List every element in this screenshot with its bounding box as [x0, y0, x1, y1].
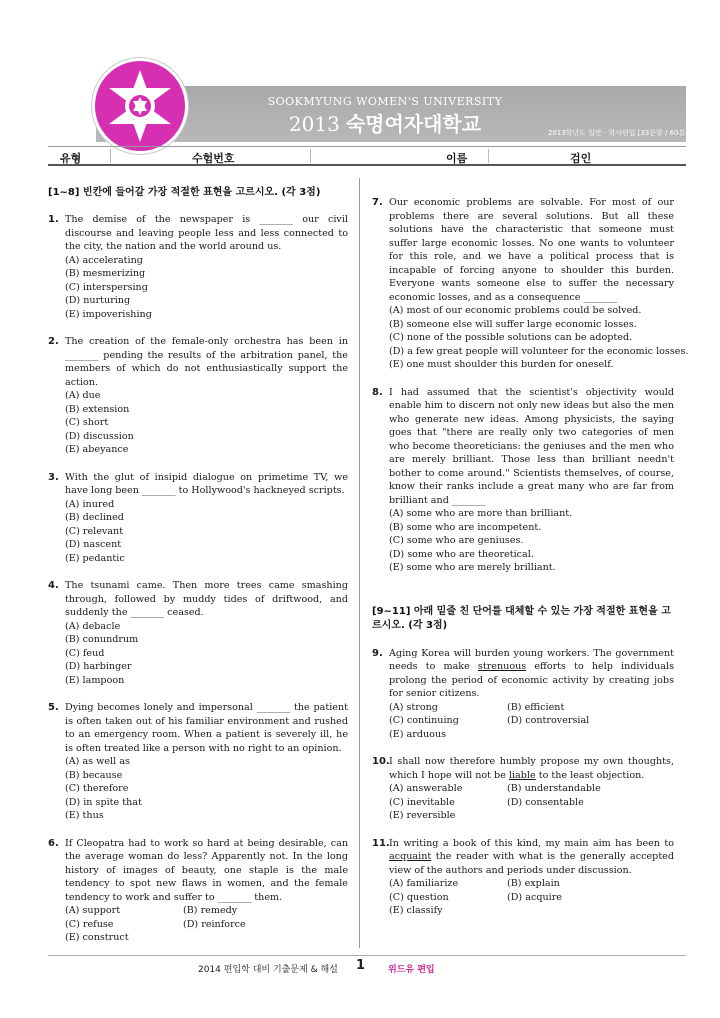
question-number: 3.: [48, 471, 59, 483]
question-stem: [389, 647, 674, 701]
footer-divider: [48, 955, 686, 956]
option[interactable]: (B) mesmerizing: [65, 268, 146, 279]
question-stem: The creation of the female-only orchestra has been in _______ pending the results of the arbitration panel, the members of which do not enthusiastically support the action.: [65, 336, 348, 388]
stem-text: to the least objection.: [535, 769, 645, 781]
question-number: 2.: [48, 336, 59, 347]
university-english-name: SOOKMYUNG WOMEN'S UNIVERSITY: [267, 95, 503, 108]
option[interactable]: (A) debacle: [65, 620, 121, 632]
option[interactable]: (C) none of the possible solutions can be adopted.: [389, 332, 633, 343]
sookmyung-crest-logo: [92, 58, 188, 154]
question-number: 7.: [372, 197, 383, 208]
option[interactable]: (C) inevitable: [389, 796, 455, 808]
option[interactable]: (E) lampoon: [65, 674, 125, 686]
info-divider: [110, 149, 111, 163]
option[interactable]: (C) continuing: [389, 715, 459, 726]
question-stem: [389, 837, 674, 878]
option[interactable]: (B) some who are incompetent.: [389, 521, 542, 533]
option[interactable]: (D) acquire: [507, 891, 562, 903]
question-number: 1.: [48, 214, 59, 225]
option[interactable]: (C) refuse: [65, 918, 114, 930]
option[interactable]: (C) relevant: [65, 525, 124, 537]
option[interactable]: (A) answerable: [389, 783, 463, 794]
option-grid: [389, 877, 674, 918]
check-label: 검인: [570, 152, 592, 165]
exam-title: [240, 108, 530, 137]
option[interactable]: (E) pedantic: [65, 552, 125, 564]
option[interactable]: (E) construct: [65, 932, 129, 943]
option[interactable]: (D) controversial: [507, 715, 590, 726]
stem-text: Aging Korea will burden young workers. The government needs to make: [389, 647, 674, 672]
option[interactable]: (D) harbinger: [65, 661, 132, 672]
option[interactable]: (D) nascent: [65, 539, 122, 550]
question-11: [372, 837, 674, 918]
question-7: [372, 196, 689, 372]
section-instruction: [9~11] 아래 밑줄 친 단어를 대체할 수 있는 가장 적절한 표현을 고르시오. (각 3점): [372, 605, 671, 631]
option[interactable]: (E) some who are merely brilliant.: [389, 562, 556, 573]
question-stem: Our economic problems are solvable. For most of our problems there are several solutions. But all these solutions have the characteristic that someone must suffer large economic losses. No one wants to volunteer for this role, and we have a political process that is incapable of forcing anyone to shoulder this burden. Everyone wants someone else to suffer the necessary economic losses, and as a consequence _______: [389, 197, 674, 303]
option[interactable]: (D) nurturing: [65, 295, 131, 306]
option[interactable]: (C) short: [65, 417, 109, 428]
question-stem: The demise of the newspaper is _______ our civil discourse and leaving people less and less connected to the city, the nation and the world around us.: [65, 214, 348, 252]
question-8: [372, 386, 674, 575]
question-number: 5.: [48, 702, 59, 713]
question-6: [48, 837, 348, 945]
left-column: [48, 186, 348, 945]
option[interactable]: (B) understandable: [507, 783, 601, 794]
option[interactable]: (C) question: [389, 891, 449, 903]
section-instruction: [1~8] 빈칸에 들어갈 가장 적절한 표현을 고르시오. (각 3점): [48, 187, 321, 198]
option[interactable]: (C) therefore: [65, 783, 129, 794]
option[interactable]: (D) discussion: [65, 430, 134, 442]
option[interactable]: (D) in spite that: [65, 796, 142, 808]
option[interactable]: (D) reinforce: [183, 918, 246, 930]
option[interactable]: (B) because: [65, 769, 123, 781]
name-label: 이름: [446, 152, 468, 165]
question-number: 11.: [372, 837, 390, 849]
question-4: [48, 579, 348, 687]
question-stem: Dying becomes lonely and impersonal _______ the patient is often taken out of his familiar environment and rushed to an emergency room. When a patient is severely ill, he is often treated like a person with no right to an opinion.: [65, 702, 348, 754]
option[interactable]: (B) extension: [65, 403, 130, 415]
stem-text: efforts to help individuals prolong the period of economic activity by creating jobs for senior citizens.: [389, 661, 675, 699]
option[interactable]: (C) interspersing: [65, 281, 148, 293]
option[interactable]: (E) thus: [65, 810, 104, 821]
question-9: [372, 647, 674, 742]
question-2: [48, 335, 348, 457]
column-divider: [359, 178, 360, 948]
stem-text: the reader with what is the generally accepted view of the authors and periods under discussion.: [389, 851, 674, 876]
option-grid: [389, 782, 674, 823]
question-number: 10.: [372, 756, 390, 767]
option[interactable]: (D) consentable: [507, 796, 584, 808]
page-number: 1: [356, 958, 366, 973]
exam-number-label: 수험번호: [192, 152, 235, 165]
question-stem: With the glut of insipid dialogue on primetime TV, we have long been _______ to Hollywood's hackneyed scripts.: [65, 471, 348, 496]
question-1: [48, 213, 348, 321]
question-stem: If Cleopatra had to work so hard at being desirable, can the average woman do less? Apparently not. In the long history of images of beauty, one staple is the male tendency to spot new flaws in women, and the female tendency to work and suffer to _______ them.: [65, 837, 348, 903]
footer-book-title: 2014 편입학 대비 기출문제 & 해설: [198, 965, 338, 975]
option[interactable]: (E) reversible: [389, 810, 456, 821]
option[interactable]: (D) a few great people will volunteer for the economic losses.: [389, 345, 689, 357]
option[interactable]: (A) familiarize: [389, 878, 459, 889]
option[interactable]: (A) accelerating: [65, 254, 143, 266]
option[interactable]: (E) abeyance: [65, 444, 129, 455]
option[interactable]: (B) declined: [65, 512, 124, 523]
type-label: 유형: [60, 152, 82, 165]
exam-year: 2013: [288, 112, 340, 136]
question-number: 9.: [372, 647, 383, 659]
question-10: [372, 755, 674, 823]
option-grid: [389, 701, 674, 742]
option[interactable]: (B) efficient: [507, 701, 565, 713]
option-grid: [65, 904, 348, 945]
info-divider: [310, 149, 311, 163]
option[interactable]: (E) impoverishing: [65, 308, 152, 320]
underlined-word: liable: [508, 769, 536, 781]
question-number: 8.: [372, 386, 383, 398]
option[interactable]: (C) feud: [65, 647, 105, 659]
option[interactable]: (E) one must shoulder this burden for oneself.: [389, 359, 614, 370]
question-5: [48, 701, 348, 823]
option[interactable]: (B) conundrum: [65, 634, 139, 645]
option[interactable]: (A) as well as: [65, 756, 130, 767]
option[interactable]: (B) remedy: [183, 905, 238, 916]
option[interactable]: (C) some who are geniuses.: [389, 535, 524, 546]
university-name: 숙명여자대학교: [345, 112, 482, 136]
question-stem: The tsunami came. Then more trees came smashing through, followed by muddy tides of driftwood, and suddenly the _______ ceased.: [65, 580, 348, 618]
question-number: 6.: [48, 837, 59, 849]
option[interactable]: (E) classify: [389, 905, 443, 916]
option[interactable]: (B) someone else will suffer large economic losses.: [389, 318, 637, 330]
question-number: 4.: [48, 580, 59, 591]
right-column: [372, 196, 689, 918]
option[interactable]: (E) arduous: [389, 728, 447, 740]
question-3: [48, 471, 348, 566]
question-stem: I had assumed that the scientist's objectivity would enable him to discern not only new ideas but also the men who generate new ideas. Among physicists, the saying goes that "there are really only two categories of men who become theoreticians: the geniuses and the men who are merely brilliant. Those less than brilliant needn't bother to come around." Scientists themselves, of course, know their ranks include a great many who are far from brilliant and _______: [389, 386, 674, 506]
stem-text: I shall now therefore humbly propose my own thoughts, which I hope will not be: [389, 756, 674, 781]
option[interactable]: (A) most of our economic problems could be solved.: [389, 305, 642, 316]
info-divider: [488, 149, 489, 163]
exam-meta: 2013학년도 일반 · 학사편입 [33문항 / 60분]: [547, 129, 688, 137]
option[interactable]: (D) some who are theoretical.: [389, 548, 534, 560]
footer-brand: 위드유 편입: [388, 965, 435, 975]
stem-text: In writing a book of this kind, my main aim has been to: [389, 837, 674, 849]
question-stem: [389, 755, 674, 782]
option[interactable]: (B) explain: [507, 878, 560, 889]
info-bar: [48, 146, 686, 166]
underlined-word: acquaint: [389, 851, 432, 862]
option[interactable]: (A) inured: [65, 498, 115, 510]
option[interactable]: (A) support: [65, 905, 121, 916]
option[interactable]: (A) strong: [389, 701, 438, 713]
option[interactable]: (A) some who are more than brilliant.: [389, 508, 573, 519]
underlined-word: strenuous: [477, 661, 527, 672]
option[interactable]: (A) due: [65, 390, 101, 401]
